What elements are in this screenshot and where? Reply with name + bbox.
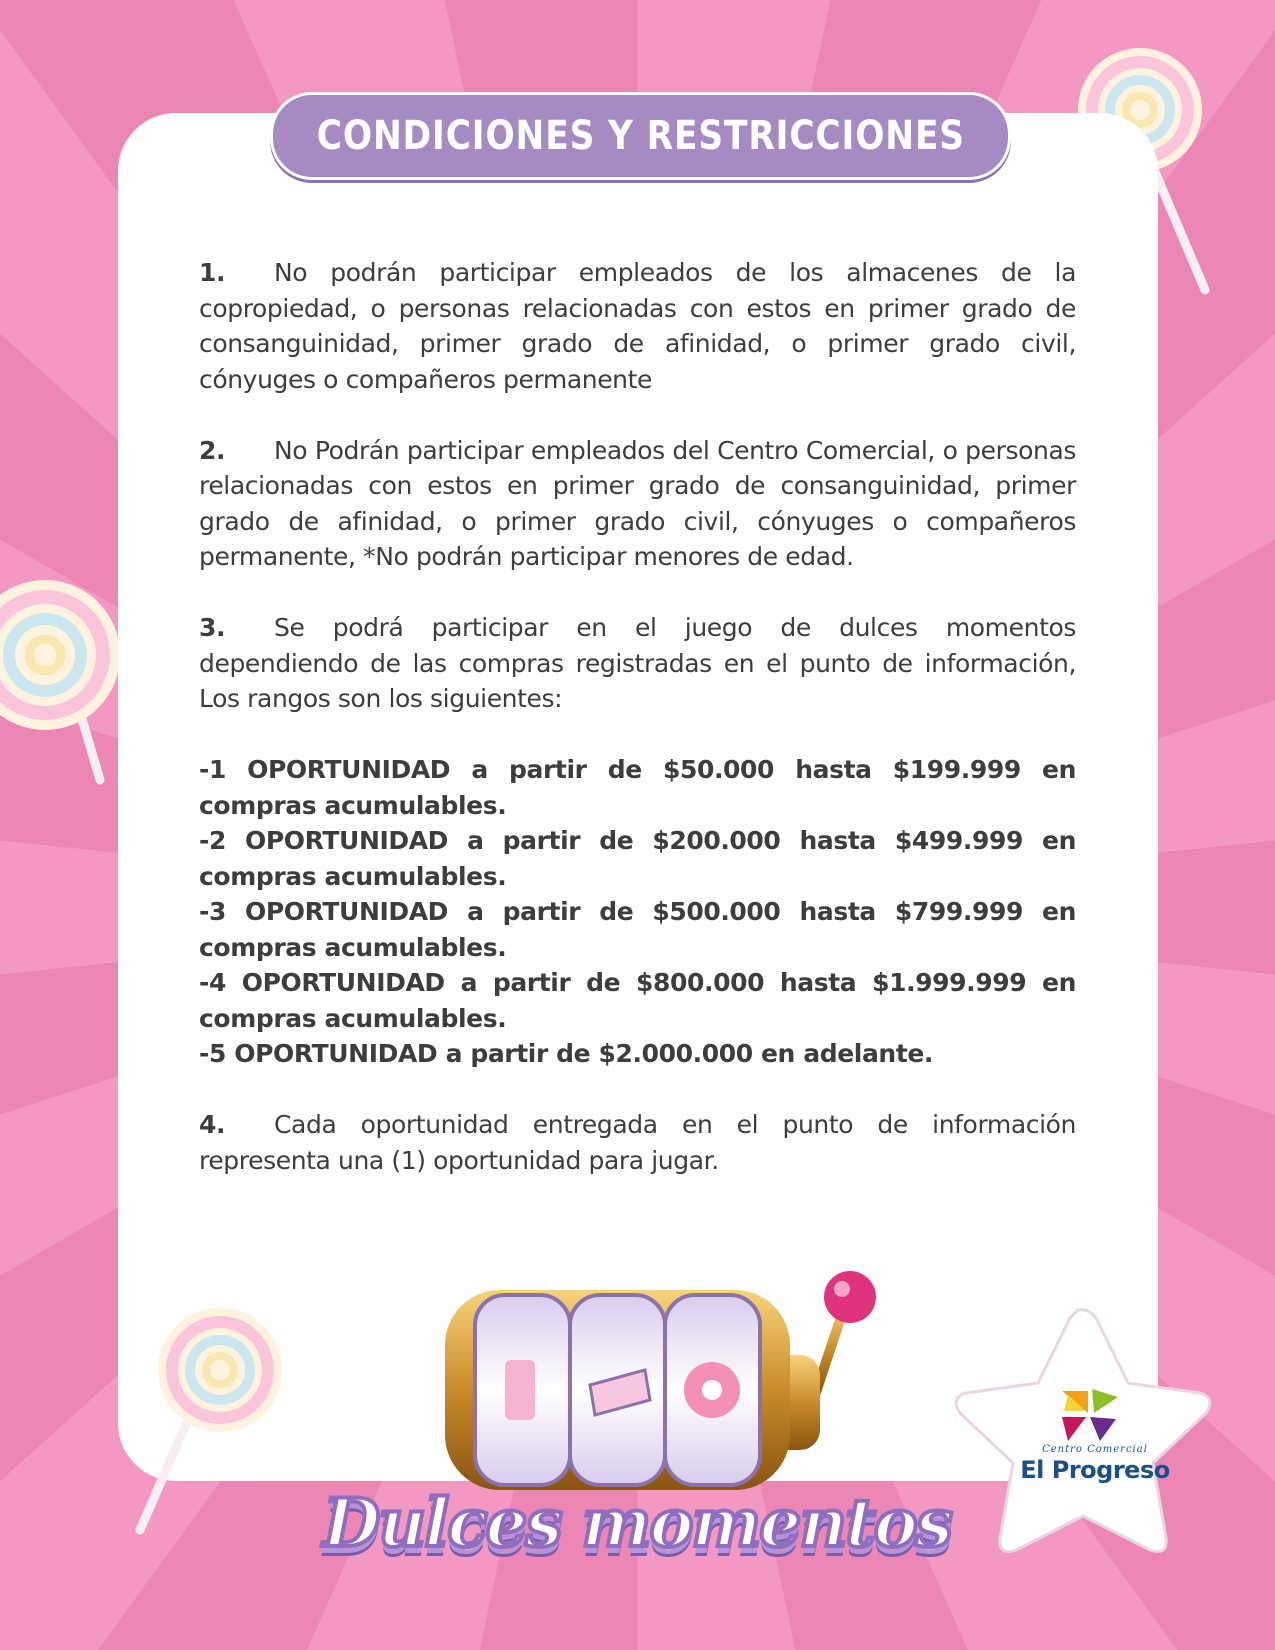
condition-text: Cada oportunidad entregada en el punto de información representa una (1) oportunidad para jugar. bbox=[199, 1110, 1076, 1175]
range-line: -1 OPORTUNIDAD a partir de $50.000 hasta $199.999 en compras acumulables. bbox=[199, 755, 1076, 820]
mall-logo-icon bbox=[1060, 1387, 1120, 1443]
condition-text: No podrán participar empleados de los almacenes de la copropiedad, o personas relacionadas con estos en primer grado de consanguinidad, primer grado de afinidad, o primer grado civil, cónyuges o compañeros permanente bbox=[199, 258, 1076, 394]
range-line: -5 OPORTUNIDAD a partir de $2.000.000 en adelante. bbox=[199, 1039, 934, 1068]
condition-item-4 bbox=[199, 1107, 1076, 1178]
slot-machine-icon bbox=[440, 1265, 900, 1505]
range-line: -4 OPORTUNIDAD a partir de $800.000 hasta $1.999.999 en compras acumulables. bbox=[199, 968, 1076, 1033]
condition-item-2 bbox=[199, 433, 1076, 575]
range-line: -3 OPORTUNIDAD a partir de $500.000 hasta $799.999 en compras acumulables. bbox=[199, 897, 1076, 962]
mall-logo-prefix: Centro Comercial bbox=[1042, 1444, 1148, 1455]
lollipop-left bbox=[0, 555, 130, 785]
condition-item-3 bbox=[199, 610, 1076, 717]
lollipop-bottom-left bbox=[120, 1305, 290, 1535]
title-banner bbox=[270, 92, 1011, 180]
condition-number: 2. bbox=[199, 435, 226, 465]
condition-text: No Podrán participar empleados del Centro Comercial, o personas relacionadas con estos en primer grado de consanguinidad, primer grado de afinidad, o primer grado civil, cónyuges o compañeros permanente, *No podrán participar menores de edad. bbox=[199, 435, 1076, 571]
campaign-logo bbox=[323, 1478, 951, 1568]
condition-item-1 bbox=[199, 255, 1076, 397]
mall-logo-name: El Progreso bbox=[1020, 1456, 1170, 1484]
condition-text: Se podrá participar en el juego de dulces momentos dependiendo de las compras registradas en el punto de información, Los rangos son los siguientes: bbox=[199, 613, 1076, 713]
opportunity-ranges bbox=[199, 752, 1076, 1072]
condition-number: 3. bbox=[199, 613, 226, 642]
campaign-name: Dulces momentos bbox=[323, 1484, 951, 1562]
conditions-list bbox=[199, 255, 1076, 1214]
page-title: CONDICIONES Y RESTRICCIONES bbox=[316, 113, 965, 159]
condition-number: 1. bbox=[199, 258, 226, 287]
range-line: -2 OPORTUNIDAD a partir de $200.000 hasta $499.999 en compras acumulables. bbox=[199, 826, 1076, 891]
condition-number: 4. bbox=[199, 1110, 226, 1139]
